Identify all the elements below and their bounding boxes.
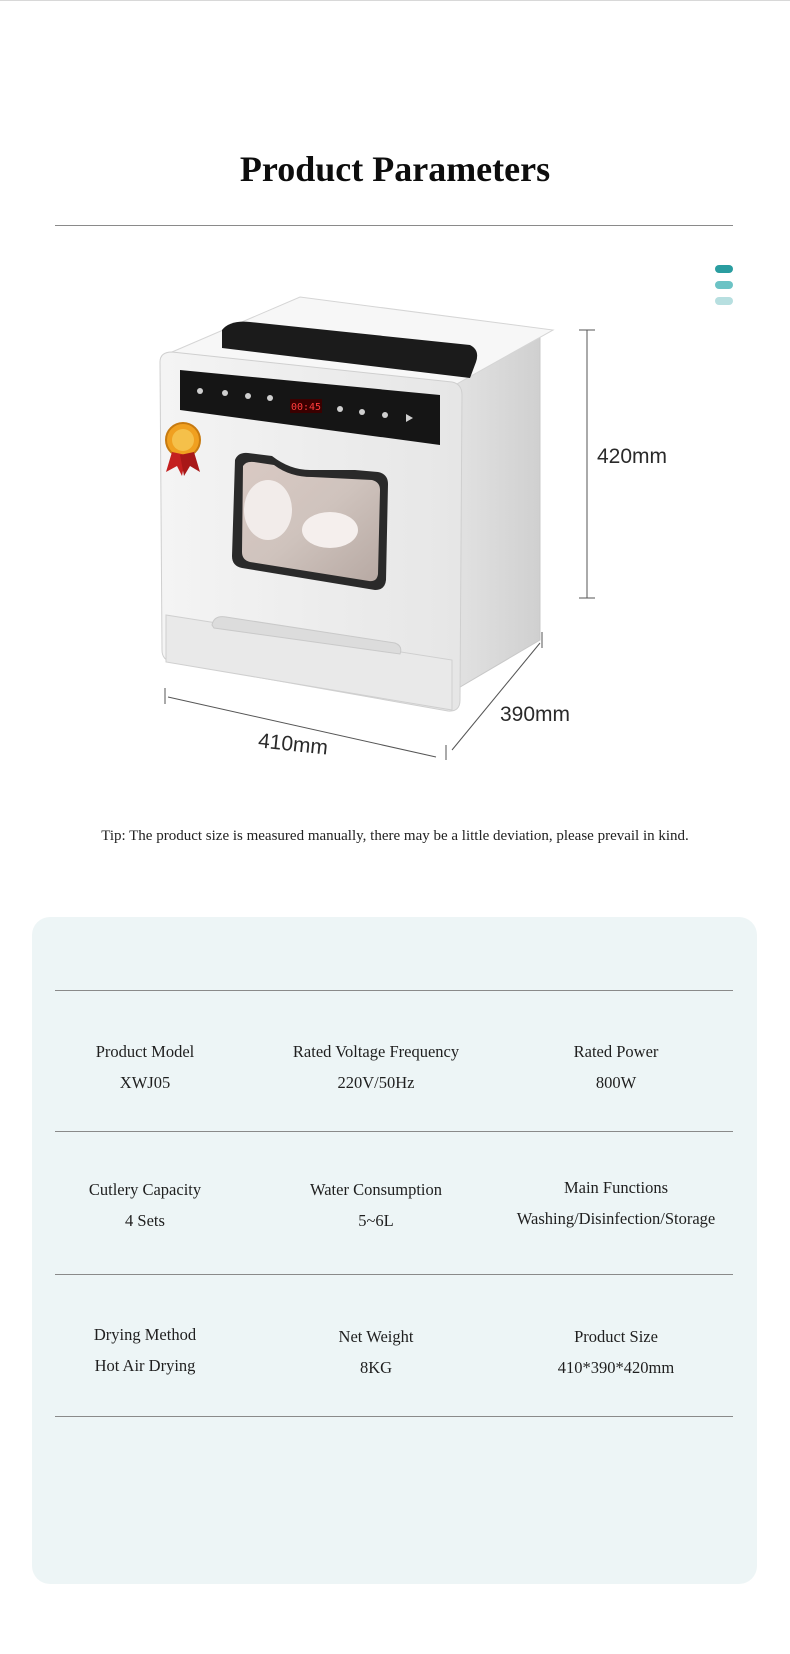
- page-title: Product Parameters: [239, 149, 551, 189]
- param-value: 800W: [595, 1073, 637, 1092]
- param-value: XWJ05: [119, 1073, 171, 1092]
- param-drying-method: [55, 1319, 235, 1381]
- param-cutlery-capacity: [55, 1174, 235, 1236]
- param-value: 410*390*420mm: [557, 1358, 675, 1377]
- param-water-consumption: [266, 1174, 486, 1236]
- param-label: Water Consumption: [309, 1180, 443, 1199]
- svg-text:00:45: 00:45: [290, 402, 322, 413]
- param-label: Drying Method: [93, 1325, 197, 1344]
- depth-dimension-label: 390mm: [500, 703, 571, 726]
- param-rated-voltage-frequency: [266, 1036, 486, 1098]
- param-value: 220V/50Hz: [337, 1073, 415, 1092]
- param-product-model: [55, 1036, 235, 1098]
- param-main-functions: [496, 1172, 736, 1234]
- size-tip: Tip: The product size is measured manually, there may be a little deviation, please prevail in kind.: [101, 828, 689, 844]
- param-label: Rated Voltage Frequency: [292, 1042, 460, 1061]
- dishwasher-image: [0, 250, 790, 790]
- param-value: 5~6L: [358, 1211, 394, 1230]
- param-value: Hot Air Drying: [94, 1356, 196, 1375]
- param-product-size: [506, 1321, 726, 1383]
- param-net-weight: [266, 1321, 486, 1383]
- table-rule-1: [55, 990, 733, 991]
- param-label: Cutlery Capacity: [88, 1180, 202, 1199]
- param-label: Product Size: [574, 1327, 658, 1346]
- top-border: [0, 0, 790, 1]
- param-label: Product Model: [95, 1042, 195, 1061]
- param-label: Main Functions: [563, 1178, 669, 1197]
- table-rule-2: [55, 1131, 733, 1132]
- height-dimension-label: 420mm: [597, 445, 668, 468]
- parameters-panel: [32, 917, 757, 1584]
- title-divider: [55, 225, 733, 226]
- width-dimension-label: 410mm: [257, 729, 330, 760]
- table-rule-3: [55, 1274, 733, 1275]
- param-value: 4 Sets: [125, 1211, 165, 1230]
- param-value: Washing/Disinfection/Storage: [516, 1209, 716, 1228]
- table-rule-4: [55, 1416, 733, 1417]
- param-rated-power: [506, 1036, 726, 1098]
- param-label: Rated Power: [573, 1042, 659, 1061]
- param-label: Net Weight: [338, 1327, 414, 1346]
- param-value: 8KG: [359, 1358, 393, 1377]
